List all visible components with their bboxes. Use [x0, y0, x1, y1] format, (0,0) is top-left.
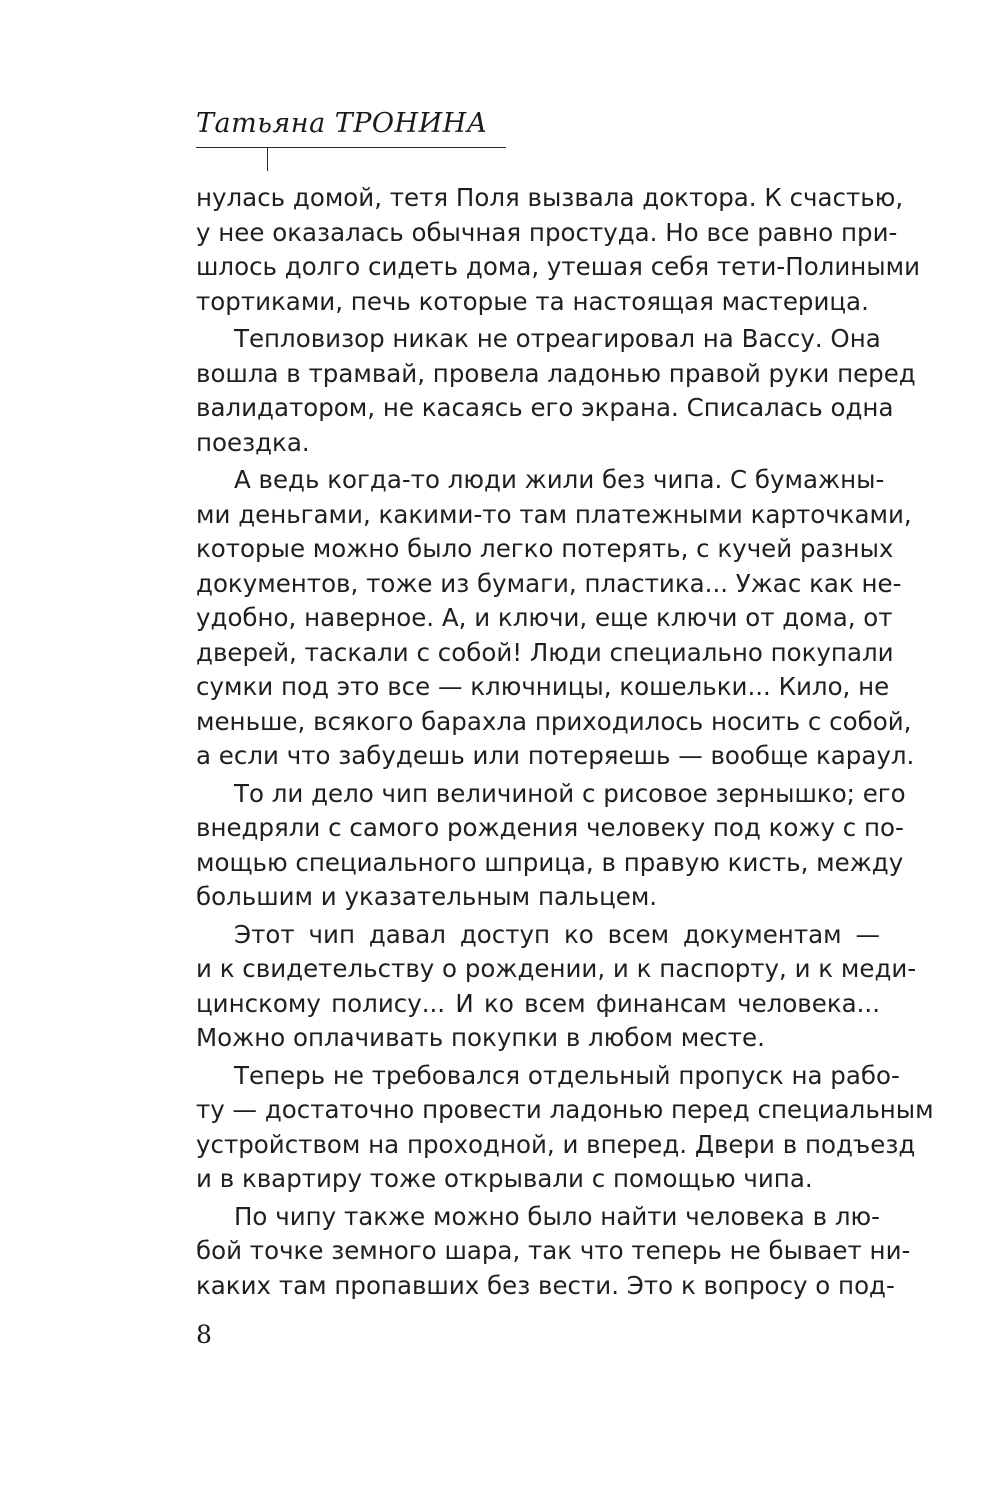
- paragraph: [196, 777, 906, 915]
- text-line: Этот чип давал доступ ко всем документам —: [234, 919, 880, 949]
- text-line: поездка.: [196, 427, 310, 457]
- text-line: внедряли с самого рождения человеку под кожу с по-: [196, 813, 904, 842]
- text-line: мощью специального шприца, в правую кисть, между: [196, 847, 904, 877]
- text-line: удобно, наверное. А, и ключи, еще ключи от дома, от: [196, 603, 893, 632]
- page-number: 8: [196, 1320, 212, 1349]
- text-line: бой точке земного шара, так что теперь не бывает ни-: [196, 1236, 911, 1265]
- text-line: а если что забудешь или потеряешь — вообще караул.: [196, 741, 915, 770]
- text-line: По чипу также можно было найти человека в лю-: [234, 1201, 880, 1231]
- text-line: То ли дело чип величиной с рисовое зернышко; его: [234, 778, 906, 808]
- text-line: валидатором, не касаясь его экрана. Списалась одна: [196, 393, 894, 422]
- text-line: и к свидетельству о рождении, и к паспорту, и к меди-: [196, 954, 917, 983]
- paragraph: [196, 463, 915, 774]
- text-line: вошла в трамвай, провела ладонью правой руки перед: [196, 358, 916, 388]
- text-line: Теперь не требовался отдельный пропуск на рабо-: [234, 1060, 900, 1090]
- header-rule: [196, 147, 506, 148]
- paragraph: [196, 1059, 934, 1197]
- body-text: [196, 181, 934, 1306]
- text-line: документов, тоже из бумаги, пластика... Ужас как не-: [196, 568, 902, 598]
- header-rule-tick: [267, 147, 268, 171]
- text-line: Можно оплачивать покупки в любом месте.: [196, 1023, 765, 1052]
- text-line: каких там пропавших без вести. Это к вопросу о под-: [196, 1270, 895, 1300]
- text-line: шлось долго сидеть дома, утешая себя тети-Полиными: [196, 252, 921, 281]
- text-line: сумки под это все — ключницы, кошельки... Кило, не: [196, 672, 890, 701]
- text-line: дверей, таскали с собой! Люди специально покупали: [196, 637, 894, 667]
- paragraph: [196, 918, 917, 1056]
- running-head: Татьяна ТРОНИНА: [196, 108, 488, 139]
- text-line: большим и указательным пальцем.: [196, 882, 658, 911]
- text-line: ми деньгами, какими-то там платежными карточками,: [196, 499, 912, 529]
- text-line: у нее оказалась обычная простуда. Но все равно при-: [196, 217, 898, 247]
- paragraph: [196, 181, 921, 319]
- text-line: нулась домой, тетя Поля вызвала доктора. К счастью,: [196, 183, 904, 212]
- text-line: ту — достаточно провести ладонью перед специальным: [196, 1095, 934, 1124]
- text-line: А ведь когда-то люди жили без чипа. С бумажны-: [234, 465, 885, 494]
- text-line: цинскому полису... И ко всем финансам человека...: [196, 988, 880, 1018]
- text-line: меньше, всякого барахла приходилось носить с собой,: [196, 706, 912, 736]
- text-line: которые можно было легко потерять, с кучей разных: [196, 534, 894, 563]
- text-line: тортиками, печь которые та настоящая мастерица.: [196, 286, 869, 316]
- text-line: устройством на проходной, и вперед. Двери в подъезд: [196, 1129, 916, 1159]
- paragraph: [196, 322, 916, 460]
- text-line: и в квартиру тоже открывали с помощью чипа.: [196, 1164, 813, 1193]
- paragraph: [196, 1200, 911, 1304]
- text-line: Тепловизор никак не отреагировал на Вассу. Она: [234, 324, 881, 353]
